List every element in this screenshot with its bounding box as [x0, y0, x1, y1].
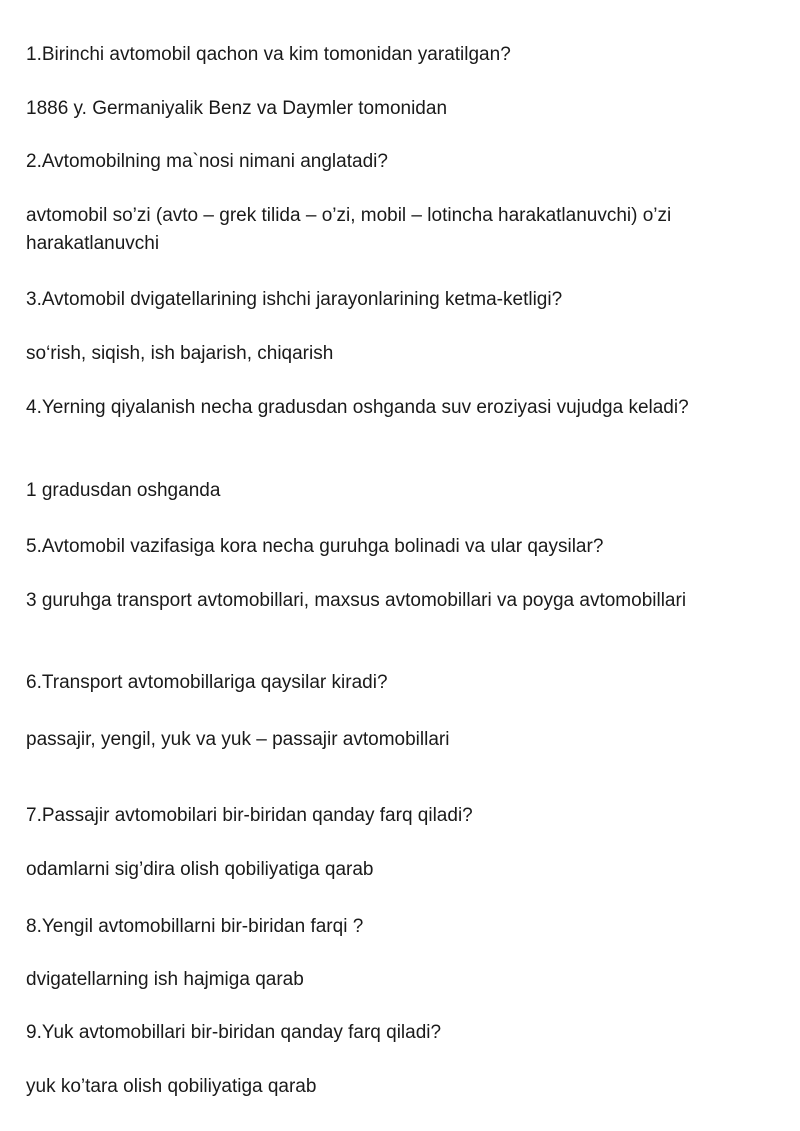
answer-1: 1886 y. Germaniyalik Benz va Daymler tomonidan [26, 98, 448, 119]
question-7: 7.Passajir avtomobilari bir-biridan qanday farq qiladi? [26, 805, 473, 826]
answer-7: odamlarni sig’dira olish qobiliyatiga qarab [26, 859, 374, 880]
answer-4: 1 gradusdan oshganda [26, 480, 221, 501]
question-8: 8.Yengil avtomobillarni bir-biridan farqi ? [26, 916, 364, 937]
question-2: 2.Avtomobilning ma`nosi nimani anglatadi? [26, 151, 388, 172]
answer-9: yuk ko’tara olish qobiliyatiga qarab [26, 1076, 317, 1097]
question-3: 3.Avtomobil dvigatellarining ishchi jarayonlarining ketma-ketligi? [26, 289, 563, 310]
question-9: 9.Yuk avtomobillari bir-biridan qanday farq qiladi? [26, 1022, 442, 1043]
answer-5: 3 guruhga transport avtomobillari, maxsus avtomobillari va poyga avtomobillari [26, 590, 687, 611]
question-4: 4.Yerning qiyalanish necha gradusdan oshganda suv eroziyasi vujudga keladi? [26, 397, 689, 418]
answer-3: so‘rish, siqish, ish bajarish, chiqarish [26, 343, 334, 364]
question-1: 1.Birinchi avtomobil qachon va kim tomonidan yaratilgan? [26, 44, 511, 65]
question-6: 6.Transport avtomobillariga qaysilar kiradi? [26, 672, 388, 693]
question-5: 5.Avtomobil vazifasiga kora necha guruhga bolinadi va ular qaysilar? [26, 536, 604, 557]
answer-2: avtomobil so’zi (avto – grek tilida – o’zi, mobil – lotincha harakatlanuvchi) o’zi harakatlanuvchi [26, 205, 672, 254]
answer-6: passajir, yengil, yuk va yuk – passajir avtomobillari [26, 729, 450, 750]
answer-8: dvigatellarning ish hajmiga qarab [26, 969, 304, 990]
